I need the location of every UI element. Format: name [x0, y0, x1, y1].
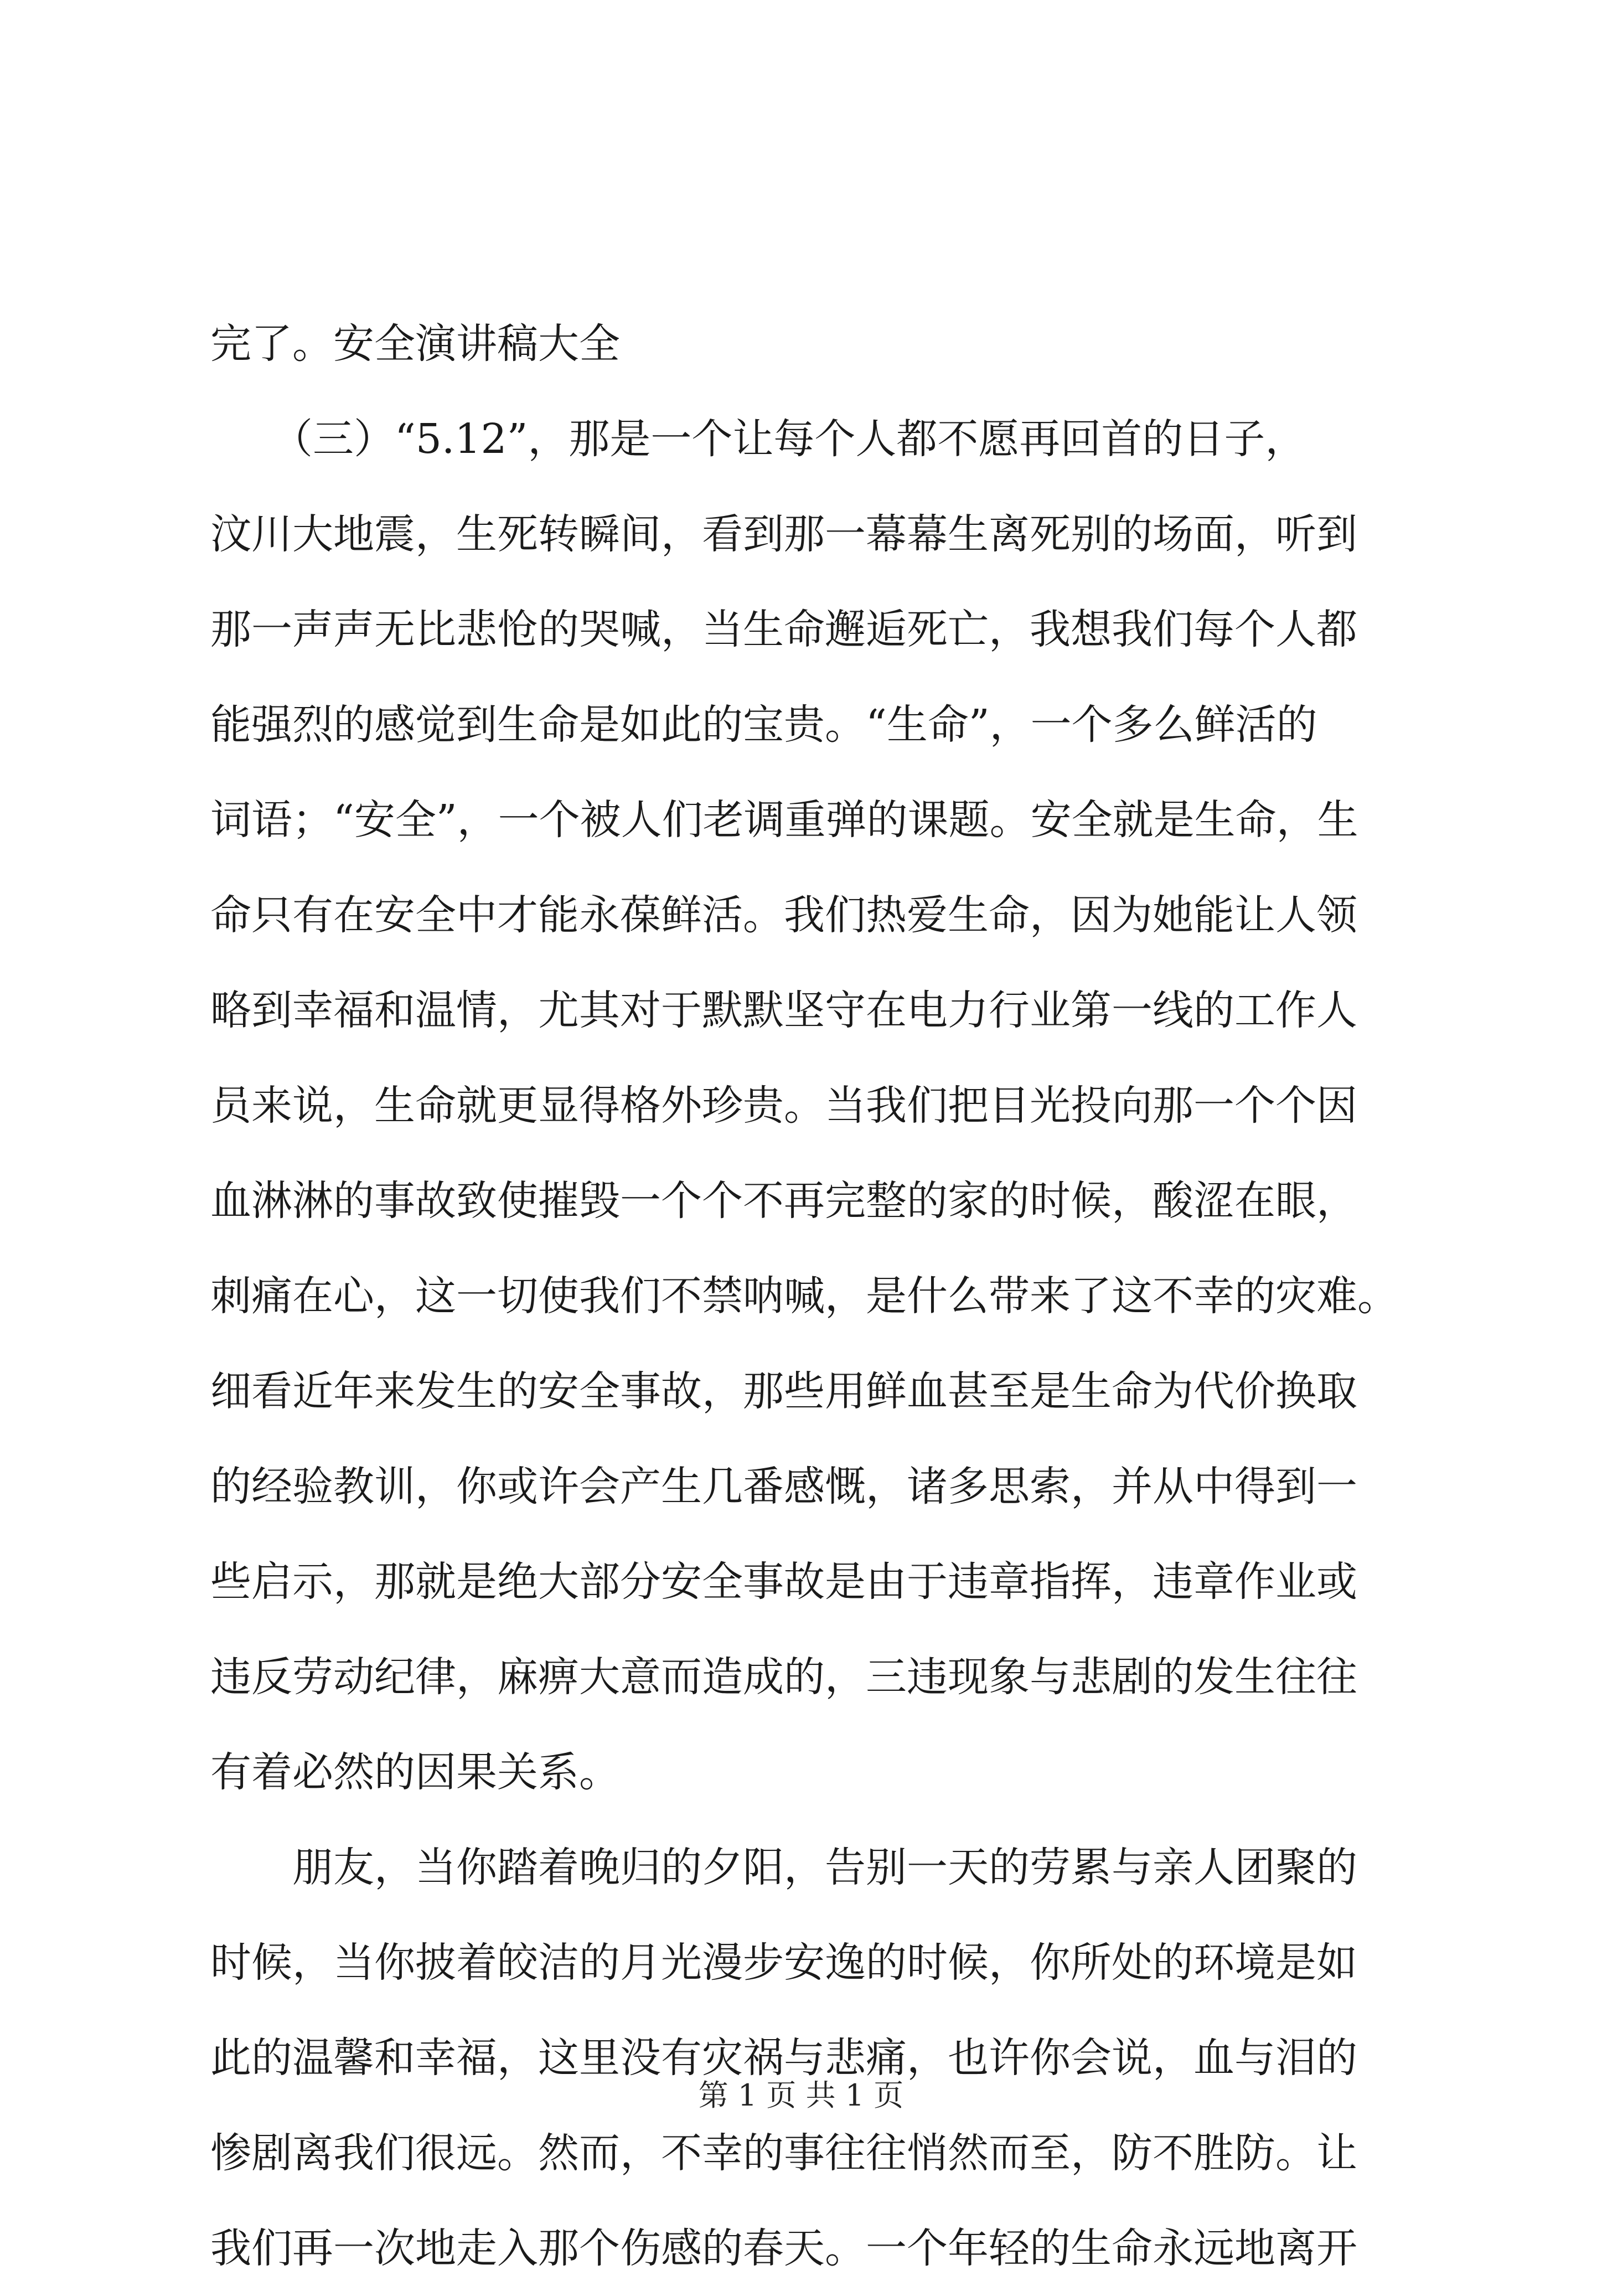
text-line: 命只有在安全中才能永葆鲜活。我们热爱生命，因为她能让人领	[210, 891, 1357, 939]
text-line: 此的温馨和幸福，这里没有灾祸与悲痛，也许你会说，血与泪的	[210, 2034, 1357, 2082]
document-body	[210, 296, 1398, 2296]
text-line: 时候，当你披着皎洁的月光漫步安逸的时候，你所处的环境是如	[210, 1939, 1357, 1987]
text-line: 些启示，那就是绝大部分安全事故是由于违章指挥，违章作业或	[210, 1558, 1357, 1606]
text-line: 惨剧离我们很远。然而，不幸的事往往悄然而至，防不胜防。让	[210, 2129, 1357, 2177]
text-line: 刺痛在心，这一切使我们不禁呐喊，是什么带来了这不幸的灾难。	[210, 1272, 1398, 1320]
page-footer: 第 1 页 共 1 页	[698, 2078, 904, 2113]
text-line: 我们再一次地走入那个伤感的春天。一个年轻的生命永远地离开	[210, 2225, 1357, 2272]
text-line: 朋友，当你踏着晚归的夕阳，告别一天的劳累与亲人团聚的	[210, 1844, 1357, 1891]
text-line: 完了。安全演讲稿大全	[210, 320, 620, 368]
text-line: （三）“5.12”，那是一个让每个人都不愿再回首的日子，	[210, 415, 1306, 463]
text-line: 有着必然的因果关系。	[210, 1748, 620, 1796]
text-line: 细看近年来发生的安全事故，那些用鲜血甚至是生命为代价换取	[210, 1368, 1357, 1415]
text-line: 能强烈的感觉到生命是如此的宝贵。“生命”，一个多么鲜活的	[210, 701, 1317, 749]
text-line: 那一声声无比悲怆的哭喊，当生命邂逅死亡，我想我们每个人都	[210, 606, 1357, 653]
text-line: 血淋淋的事故致使摧毁一个个不再完整的家的时候，酸涩在眼，	[210, 1177, 1357, 1225]
text-line: 员来说，生命就更显得格外珍贵。当我们把目光投向那一个个因	[210, 1082, 1357, 1129]
text-line: 汶川大地震，生死转瞬间，看到那一幕幕生离死别的场面，听到	[210, 510, 1357, 558]
text-line: 词语；“安全”，一个被人们老调重弹的课题。安全就是生命，生	[210, 796, 1358, 844]
text-line: 违反劳动纪律，麻痹大意而造成的，三违现象与悲剧的发生往往	[210, 1653, 1357, 1701]
text-line: 略到幸福和温情，尤其对于默默坚守在电力行业第一线的工作人	[210, 987, 1357, 1034]
text-line: 的经验教训，你或许会产生几番感慨，诸多思索，并从中得到一	[210, 1463, 1357, 1510]
